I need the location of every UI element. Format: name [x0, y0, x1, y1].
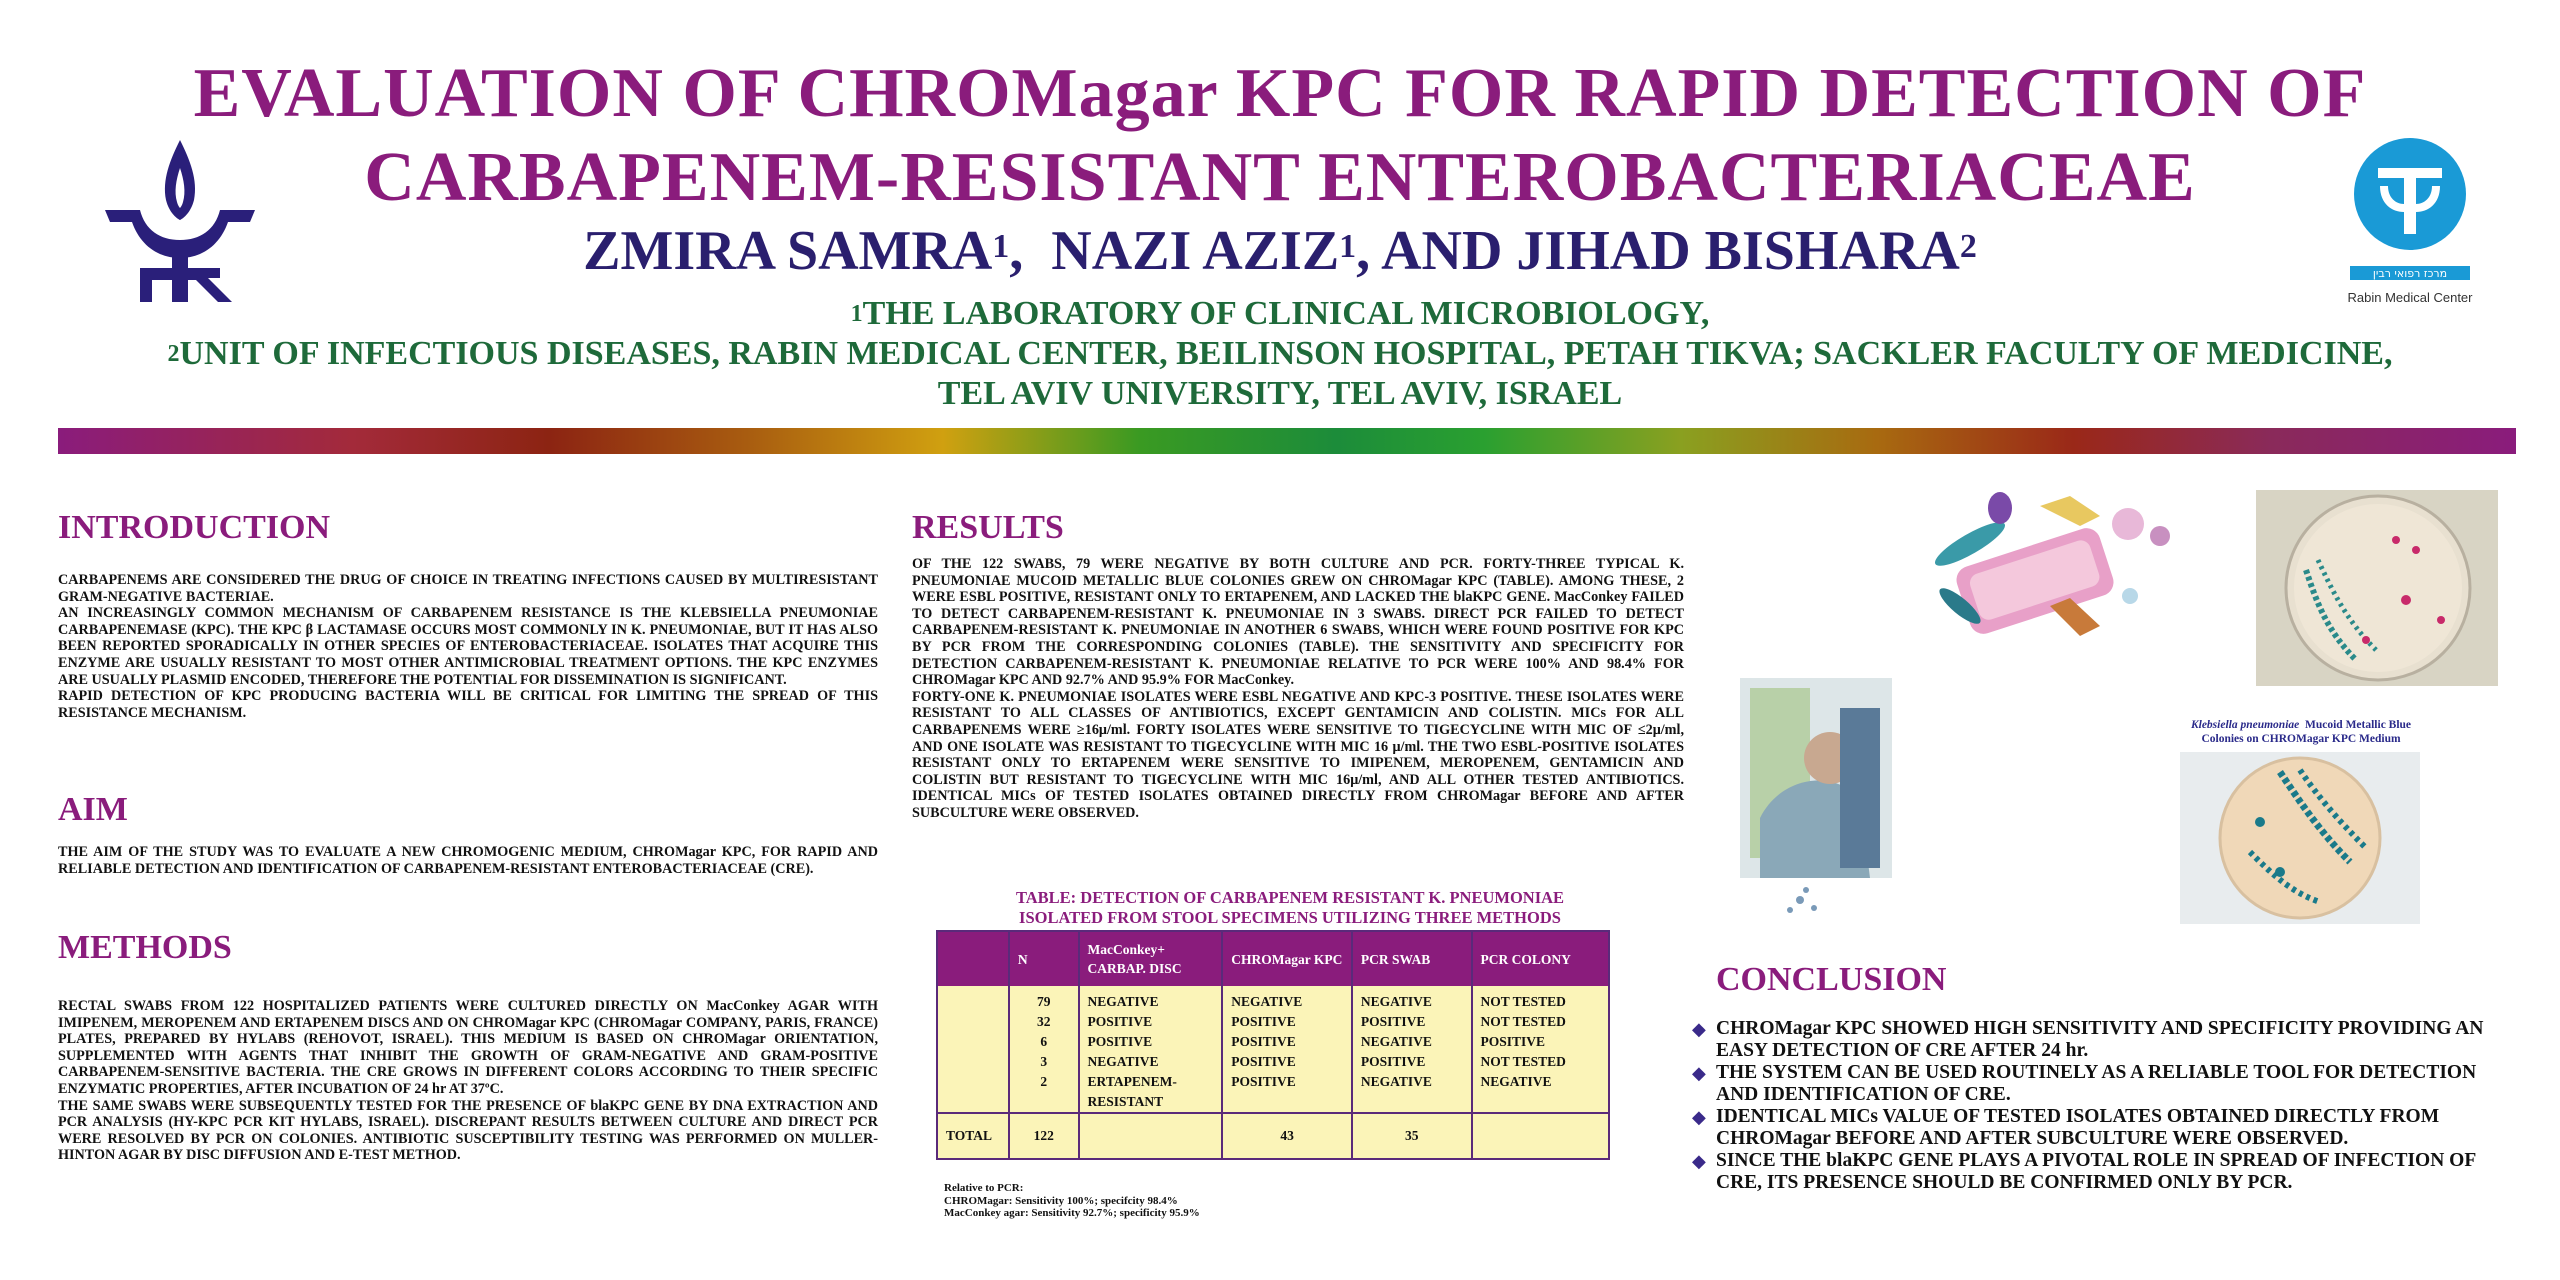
author-3: AND JIHAD BISHARA [1381, 220, 1960, 282]
conclusion-item-text: CHROMagar KPC SHOWED HIGH SENSITIVITY AND SPECIFICITY PROVIDING AN EASY DETECTION OF CRE AFTER 24 hr. [1716, 1018, 2484, 1061]
cell-value: 79 [1036, 994, 1051, 1009]
hospital-logo-label: Rabin Medical Center [2347, 290, 2473, 305]
cell-value: 32 [1036, 1014, 1051, 1029]
footnote-line: CHROMagar: Sensitivity 100%; specifcity 98.4% [944, 1194, 1178, 1207]
conclusion-item [1692, 1150, 2512, 1194]
cell-value: POSITIVE [1360, 1054, 1426, 1069]
cell-value: POSITIVE [1231, 1054, 1296, 1069]
cell-value: POSITIVE [1087, 1034, 1153, 1049]
cell-value: NEGATIVE [1087, 994, 1159, 1009]
conclusion-item-text: THE SYSTEM CAN BE USED ROUTINELY AS A RELIABLE TOOL FOR DETECTION AND IDENTIFICATION OF CRE. [1716, 1062, 2477, 1105]
cell-value: NEGATIVE [1480, 1074, 1552, 1089]
poster-title [60, 52, 2500, 220]
cell-value: NEGATIVE [1360, 994, 1432, 1009]
conclusion-item [1692, 1018, 2512, 1062]
cell-value: NEGATIVE [1231, 994, 1303, 1009]
introduction-paragraph-2: AN INCREASINGLY COMMON MECHANISM OF CARBAPENEM RESISTANCE IS THE KLEBSIELLA PNEUMONIAE CARBAPENEMASE (KPC). THE KPC β LACTAMASE OCCURS MOST COMMONLY IN K. PNEUMONIAE, BUT IT HAS ALSO BEEN REPORTED SPORADICALLY IN OTHER SPECIES OF ENTEROBACTERIACEAE. ISOLATES THAT ACQUIRE THIS ENZYME ARE USUALLY RESISTANT TO MOST OTHER ANTIMICROBIAL TREATMENT OPTIONS. THE KPC ENZYMES ARE USUALLY PLASMID ENCODED, THEREFORE THE POTENTIAL FOR DISSEMINATION IS SIGNIFICANT. [58, 605, 878, 688]
methods-body [58, 998, 878, 1164]
affiliation-2-sup: 2 [167, 341, 180, 367]
cell-value: NEGATIVE [1360, 1074, 1432, 1089]
cell-value: NOT TESTED [1480, 1014, 1566, 1029]
affiliation-1-sup: 1 [850, 301, 863, 327]
table-cell: 122 [1009, 1113, 1079, 1159]
title-line-2: CARBAPENEM-RESISTANT ENTEROBACTERIACEAE [364, 139, 2196, 216]
author-1-sup: 1 [992, 228, 1010, 265]
table-header-cell: MacConkey+ CARBAP. DISC [1079, 931, 1223, 986]
table-header-cell: CHROMagar KPC [1222, 931, 1352, 986]
cell-value: NOT TESTED [1480, 994, 1566, 1009]
methods-paragraph-2: THE SAME SWABS WERE SUBSEQUENTLY TESTED FOR THE PRESENCE OF blaKPC GENE BY DNA EXTRACTION AND PCR ANALYSIS (HY-KPC PCR KIT HYLABS, ISRAEL). DISCREPANT RESULTS BETWEEN CULTURE AND DIRECT PCR WERE RESOLVED BY PCR ON COLONIES. ANTIBIOTIC SUSCEPTIBILITY TESTING WAS PERFORMED ON MULLER-HINTON AGAR BY DISC DIFFUSION AND E-TEST METHOD. [58, 1097, 878, 1164]
table-cell: 43 [1222, 1113, 1352, 1159]
table-header-cell: PCR COLONY [1472, 931, 1609, 986]
cell-value: 2 [1040, 1074, 1048, 1089]
introduction-paragraph-3: RAPID DETECTION OF KPC PRODUCING BACTERIA WILL BE CRITICAL FOR LIMITING THE SPREAD OF THIS RESISTANCE MECHANISM. [58, 688, 878, 721]
affiliation-2 [60, 334, 2500, 374]
cell-value: ERTAPENEM-RESISTANT [1087, 1074, 1177, 1109]
methods-paragraph-1: RECTAL SWABS FROM 122 HOSPITALIZED PATIENTS WERE CULTURED DIRECTLY ON MacConkey AGAR WITH IMIPENEM, MEROPENEM AND ERTAPENEM DISCS AND ON CHROMagar KPC (CHROMagar COMPANY, PARIS, FRANCE) PLATES, PREPARED BY HYLABS (REHOVOT, ISRAEL). THIS MEDIUM IS BASED ON CHROMagar ORIENTATION, SUPPLEMENTED WITH AGENTS THAT INHIBIT THE GROWTH OF GRAM-NEGATIVE AND GRAM-POSITIVE CARBAPENEM-SENSITIVE BACTERIA. THE CRE GROWS IN DIFFERENT COLORS ACCORDING TO THEIR SPECIFIC ENZYMATIC PROPERTIES, AFTER INCUBATION OF 24 hr AT 37ºC. [58, 998, 878, 1097]
caption-species: Klebsiella pneumoniae [2190, 719, 2300, 731]
petri-dish-photo-1 [2256, 490, 2498, 686]
footnote-line: MacConkey agar: Sensitivity 92.7%; specificity 95.9% [944, 1207, 1200, 1219]
cell-value: POSITIVE [1360, 1014, 1426, 1029]
cell-value: NEGATIVE [1087, 1054, 1159, 1069]
conclusion-item-text: IDENTICAL MICs VALUE OF TESTED ISOLATES OBTAINED DIRECTLY FROM CHROMagar BEFORE AND AFTER SUBCULTURE WERE OBSERVED. [1716, 1106, 2440, 1149]
table-total-row [937, 1113, 1609, 1159]
bacterial-cell-illustration [1900, 486, 2190, 656]
table-cell [937, 986, 1009, 1113]
table-header-cell: PCR SWAB [1352, 931, 1472, 986]
cell-value: NEGATIVE [1360, 1034, 1432, 1049]
affiliation-1 [60, 294, 2500, 334]
cell-value: POSITIVE [1480, 1034, 1546, 1049]
introduction-heading: INTRODUCTION [58, 509, 331, 546]
cell-value: NOT TESTED [1480, 1054, 1566, 1069]
table-title-line-1: TABLE: DETECTION OF CARBAPENEM RESISTANT K. PNEUMONIAE [1015, 888, 1565, 907]
author-1: ZMIRA SAMRA [583, 220, 993, 282]
table-cell-pcr-swab [1352, 986, 1472, 1113]
diamond-bullet-icon: ◆ [1692, 1151, 1706, 1171]
diamond-bullet-icon: ◆ [1692, 1107, 1706, 1127]
table-header-row [937, 931, 1609, 986]
conclusion-item [1692, 1106, 2512, 1150]
authors: ZMIRA SAMRA$^1$, NAZI AZIZ$^1$, AND JIHAD BISHARA$^2$ [583, 220, 1977, 282]
title-line-1: EVALUATION OF CHROMagar KPC FOR RAPID DETECTION OF [193, 55, 2367, 132]
table-title-line-2: ISOLATED FROM STOOL SPECIMENS UTILIZING THREE METHODS [1019, 908, 1561, 927]
conclusion-list [1692, 1018, 2512, 1194]
footnote-line: Relative to PCR: [944, 1182, 1024, 1194]
introduction-paragraph-1: CARBAPENEMS ARE CONSIDERED THE DRUG OF CHOICE IN TREATING INFECTIONS CAUSED BY MULTIRESISTANT GRAM-NEGATIVE BACTERIAE. [58, 572, 878, 605]
table-cell [1472, 1113, 1609, 1159]
author-2: NAZI AZIZ [1051, 220, 1340, 282]
table-cell: TOTAL [937, 1113, 1009, 1159]
aim-body: THE AIM OF THE STUDY WAS TO EVALUATE A NEW CHROMOGENIC MEDIUM, CHROMagar KPC, FOR RAPID AND RELIABLE DETECTION AND IDENTIFICATION OF CARBAPENEM-RESISTANT ENTEROBACTERIACEAE (CRE). [58, 844, 878, 877]
table-row [937, 986, 1609, 1113]
university-logo-icon [100, 140, 260, 305]
table-footnote [944, 1182, 1200, 1220]
table-header-cell: N [1009, 931, 1079, 986]
cell-value: 3 [1040, 1054, 1048, 1069]
petri-dish-photo-2 [2180, 752, 2420, 924]
figure-caption [2176, 718, 2426, 746]
table-header-cell [937, 931, 1009, 986]
hospital-logo-hebrew: מרכז רפואי רבין [2372, 267, 2448, 280]
author-3-sup: 2 [1959, 228, 1977, 265]
affiliation-1-text: THE LABORATORY OF CLINICAL MICROBIOLOGY, [862, 295, 1710, 332]
table-cell-maconkey [1079, 986, 1223, 1113]
aim-heading: AIM [58, 791, 128, 828]
conclusion-heading: CONCLUSION [1716, 961, 1947, 998]
table-cell: 35 [1352, 1113, 1472, 1159]
cell-value: POSITIVE [1231, 1034, 1296, 1049]
conclusion-item-text: SINCE THE blaKPC GENE PLAYS A PIVOTAL ROLE IN SPREAD OF INFECTION OF CRE, ITS PRESENCE SHOULD BE CONFIRMED ONLY BY PCR. [1716, 1150, 2476, 1193]
cell-value: POSITIVE [1231, 1074, 1296, 1089]
author-2-sup: 1 [1339, 228, 1357, 265]
cell-value: POSITIVE [1231, 1014, 1296, 1029]
introduction-body [58, 572, 878, 721]
laboratory-illustration [1740, 678, 1892, 918]
conclusion-item [1692, 1062, 2512, 1106]
affiliation-2-text: UNIT OF INFECTIOUS DISEASES, RABIN MEDICAL CENTER, BEILINSON HOSPITAL, PETAH TIKVA; SACKLER FACULTY OF MEDICINE, [179, 335, 2393, 372]
caption-text: Mucoid Metallic Blue Colonies on CHROMagar KPC Medium [2201, 719, 2412, 745]
table-cell-n [1009, 986, 1079, 1113]
table-cell-chromagar [1222, 986, 1352, 1113]
table-cell-pcr-colony [1472, 986, 1609, 1113]
affiliation-3: TEL AVIV UNIVERSITY, TEL AVIV, ISRAEL [937, 375, 1623, 412]
results-paragraph-1: OF THE 122 SWABS, 79 WERE NEGATIVE BY BOTH CULTURE AND PCR. FORTY-THREE TYPICAL K. PNEUMONIAE MUCOID METALLIC BLUE COLONIES GREW ON CHROMagar KPC (TABLE). AMONG THESE, 2 WERE ESBL POSITIVE, RESISTANT ONLY TO ERTAPENEM, AND LACKED THE blaKPC GENE. MacConkey FAILED TO DETECT CARBAPENEM-RESISTANT K. PNEUMONIAE IN 3 SWABS. DIRECT PCR FAILED TO DETECT CARBAPENEM-RESISTANT K. PNEUMONIAE IN ANOTHER 6 SWABS, WHICH WERE FOUND POSITIVE FOR KPC BY PCR FROM THE CORRESPONDING COLONIES (TABLE). THE SENSITIVITY AND SPECIFICITY FOR DETECTION CARBAPENEM-RESISTANT K. PNEUMONIAE RELATIVE TO PCR WERE 100% AND 98.4% FOR CHROMagar KPC AND 92.7% AND 95.9% FOR MacConkey. [912, 556, 1684, 689]
diamond-bullet-icon: ◆ [1692, 1063, 1706, 1083]
table-title [940, 888, 1640, 928]
results-paragraph-2: FORTY-ONE K. PNEUMONIAE ISOLATES WERE ESBL NEGATIVE AND KPC-3 POSITIVE. THESE ISOLATES WERE RESISTANT TO ALL CLASSES OF ANTIBIOTICS, EXCEPT GENTAMICIN AND COLISTIN. MICs FOR ALL CARBAPENEMS WERE ≥16μ/ml. FORTY ISOLATES WERE SENSITIVE TO TIGECYCLINE WITH MIC OF ≤2μ/ml, AND ONE ISOLATE WAS RESISTANT TO TIGECYCLINE WITH MIC 16 μ/ml. THE TWO ESBL-POSITIVE ISOLATES RESISTANT ONLY TO ERTAPENEM WERE SENSITIVE TO IMIPENEM, MEROPENEM, GENTAMICIN AND COLISTIN BUT RESISTANT TO TIGECYCLINE WITH MIC 16μ/ml, AND ALL OTHER TESTED ANTIBIOTICS. IDENTICAL MICs OF TESTED ISOLATES OBTAINED DIRECTLY FROM CHROMagar BEFORE AND AFTER SUBCULTURE WERE OBSERVED. [912, 688, 1684, 821]
diamond-bullet-icon: ◆ [1692, 1019, 1706, 1039]
methods-heading: METHODS [58, 929, 232, 966]
rainbow-divider [58, 428, 2516, 454]
results-body [912, 556, 1684, 822]
results-heading: RESULTS [912, 509, 1064, 546]
results-table [936, 930, 1610, 1160]
cell-value: 6 [1040, 1034, 1048, 1049]
table-cell [1079, 1113, 1223, 1159]
cell-value: POSITIVE [1087, 1014, 1153, 1029]
